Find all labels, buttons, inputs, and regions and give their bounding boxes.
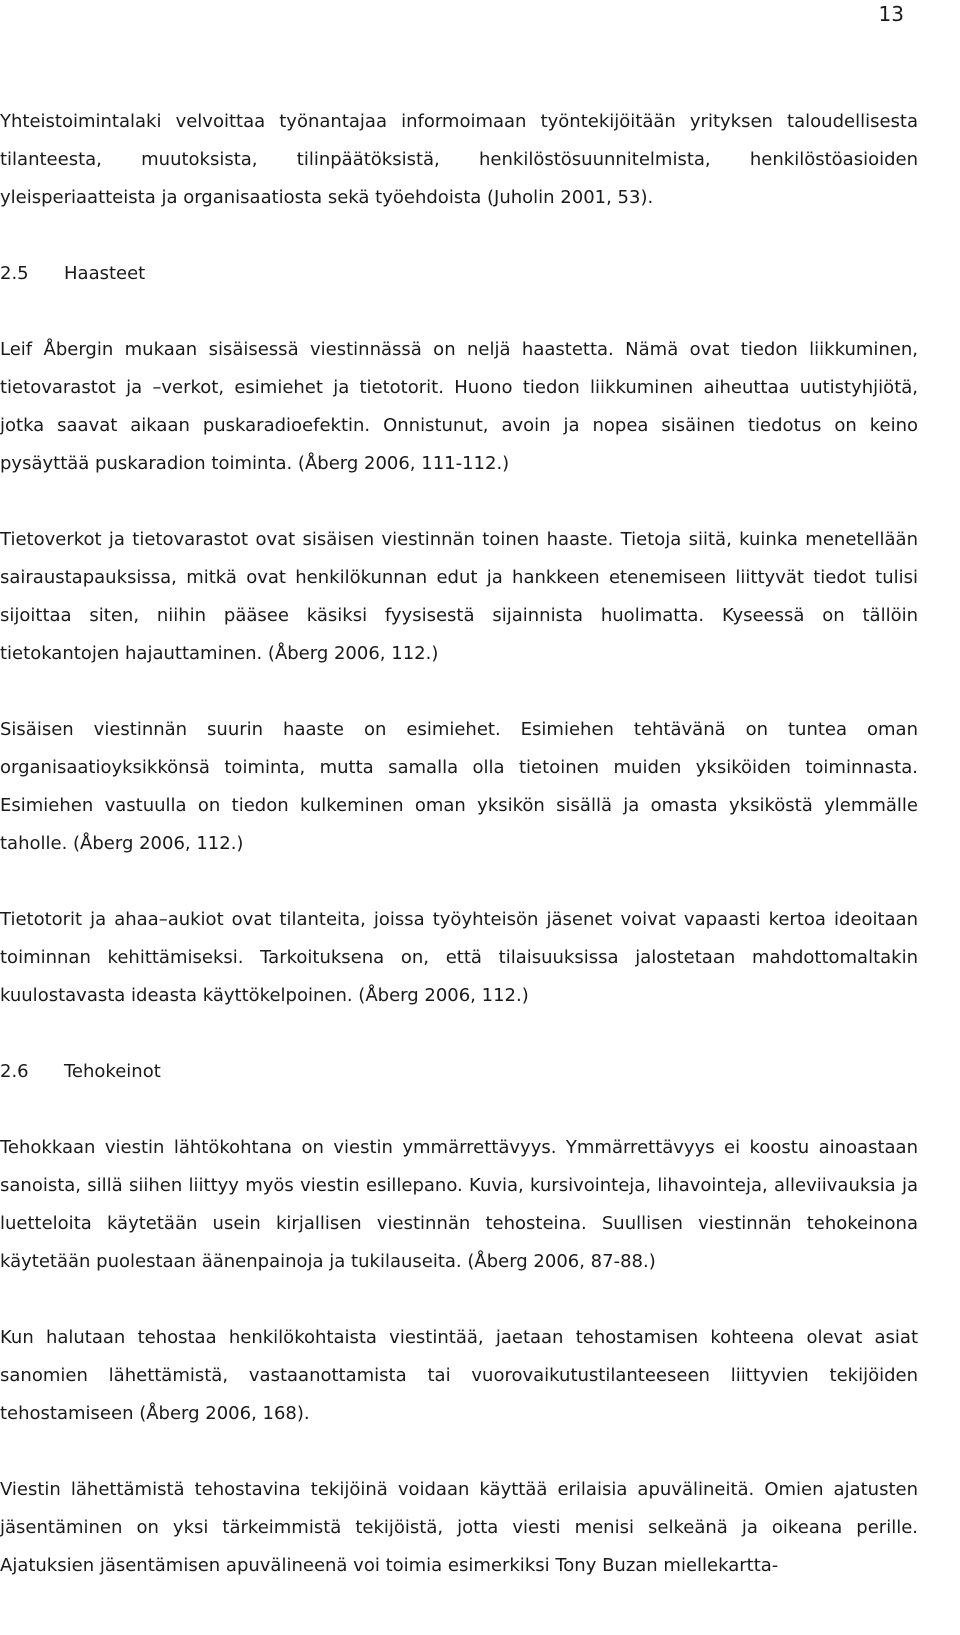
section-number: 2.5: [0, 263, 29, 284]
section-title: Haasteet: [64, 263, 146, 284]
paragraph-four-challenges: Leif Åbergin mukaan sisäisessä viestinnässä on neljä haastetta. Nämä ovat tiedon liikkuminen, tietovarastot ja –verkot, esimiehet ja tietotorit. Huono tiedon liikkuminen aiheuttaa uutistyhjiötä, jotka saavat aikaan puskaradioefektin. Onnistunut, avoin ja nopea sisäinen tiedotus on keino pysäyttää puskaradion toiminta. (Åberg 2006, 111-112.): [0, 339, 918, 474]
section-heading-haasteet: [0, 255, 918, 293]
paragraph-effective-message: Tehokkaan viestin lähtökohtana on viestin ymmärrettävyys. Ymmärrettävyys ei koostu ainoastaan sanoista, sillä siihen liittyy myös viestin esillepano. Kuvia, kursivointeja, lihavointeja, alleviivauksia ja luetteloita käytetään usein kirjallisen viestinnän tehosteina. Suullisen viestinnän tehokeinona käytetään puolestaan äänenpainoja ja tukilauseita. (Åberg 2006, 87-88.): [0, 1137, 918, 1272]
section-title: Tehokeinot: [64, 1061, 161, 1082]
paragraph-sending-tools: Viestin lähettämistä tehostavina tekijöinä voidaan käyttää erilaisia apuvälineitä. Omien ajatusten jäsentäminen on yksi tärkeimmistä tekijöistä, jotta viesti menisi selkeänä ja oikeana perille. Ajatuksien jäsentämisen apuvälineenä voi toimia esimerkiksi Tony Buzan miellekartta-: [0, 1479, 918, 1576]
paragraph-supervisors: Sisäisen viestinnän suurin haaste on esimiehet. Esimiehen tehtävänä on tuntea oman organisaatioyksikkönsä toiminta, mutta samalla olla tietoinen muiden yksiköiden toiminnasta. Esimiehen vastuulla on tiedon kulkeminen oman yksikön sisällä ja omasta yksiköstä ylemmälle taholle. (Åberg 2006, 112.): [0, 719, 918, 854]
paragraph-personal-communication: Kun halutaan tehostaa henkilökohtaista viestintää, jaetaan tehostamisen kohteena olevat asiat sanomien lähettämistä, vastaanottamista tai vuorovaikutustilanteeseen liittyvien tekijöiden tehostamiseen (Åberg 2006, 168).: [0, 1327, 918, 1424]
page-number: 13: [878, 2, 904, 26]
document-body: [0, 103, 960, 1623]
paragraph-networks: Tietoverkot ja tietovarastot ovat sisäisen viestinnän toinen haaste. Tietoja siitä, kuinka menetellään sairaustapauksissa, mitkä ovat henkilökunnan edut ja hankkeen etenemiseen liittyvät tiedot tulisi sijoittaa siten, niihin pääsee käsiksi fyysisestä sijainnista huolimatta. Kyseessä on tällöin tietokantojen hajauttaminen. (Åberg 2006, 112.): [0, 529, 918, 664]
paragraph-info-markets: Tietotorit ja ahaa–aukiot ovat tilanteita, joissa työyhteisön jäsenet voivat vapaasti kertoa ideoitaan toiminnan kehittämiseksi. Tarkoituksena on, että tilaisuuksissa jalostetaan mahdottomaltakin kuulostavasta ideasta käyttökelpoinen. (Åberg 2006, 112.): [0, 909, 918, 1006]
section-heading-tehokeinot: [0, 1053, 918, 1091]
section-number: 2.6: [0, 1061, 29, 1082]
paragraph-yhteistoimintalaki: Yhteistoimintalaki velvoittaa työnantajaa informoimaan työntekijöitään yrityksen taloudellisesta tilanteesta, muutoksista, tilinpäätöksistä, henkilöstösuunnitelmista, henkilöstöasioiden yleisperiaatteista ja organisaatiosta sekä työehdoista (Juholin 2001, 53).: [0, 111, 918, 208]
